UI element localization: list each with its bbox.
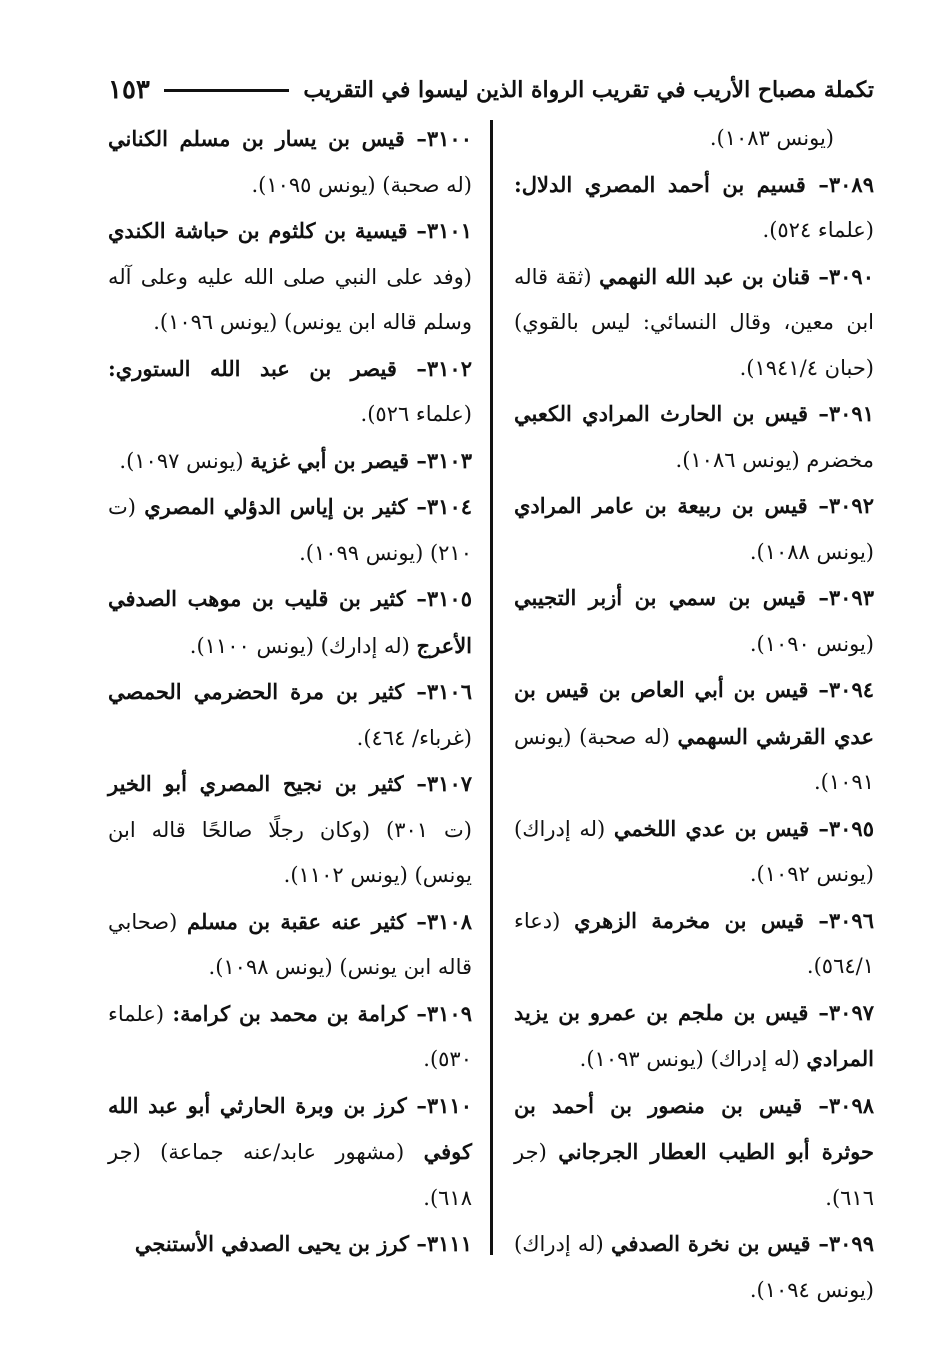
narrator-name: كثير بن إياس الدؤلي المصري (144, 494, 408, 519)
entry-details: (يونس ١٠٩٠). (749, 631, 874, 656)
entry-details: (له إدراك) (يونس ١٠٩٢). (514, 816, 874, 886)
entry-number: ٣١٠٢ – (397, 356, 472, 381)
entry-details: (يونس ١٠٨٨). (749, 539, 874, 564)
narrator-name: قيس بن مخرمة الزهري (574, 907, 804, 933)
entry (514, 162, 874, 254)
entry (108, 761, 472, 899)
entry (514, 254, 874, 392)
narrator-name: كثير بن مرة الحضرمي الحمصي (108, 679, 405, 704)
entry (108, 346, 472, 438)
narrator-name: كرامة بن محمد بن كرامة: (172, 1000, 408, 1026)
narrator-name: قيصر بن أبي غزية (250, 447, 410, 473)
narrator-name: قيس بن عدي اللخمي (613, 815, 810, 841)
narrator-name: قسيم بن أحمد المصري الدلال: (514, 171, 806, 197)
right-column (514, 116, 874, 1313)
entry-details: مخضرم (يونس ١٠٨٦). (675, 447, 874, 472)
narrator-name: قنان بن عبد الله النهمي (599, 263, 811, 289)
entry (108, 484, 472, 576)
entry (514, 806, 874, 898)
narrator-name: قيس بن منصور بن أحمد بن حوثرة أبو الطيب العطار الجرجاني (514, 1092, 874, 1164)
entry-details: (له إدراك) (يونس ١٠٩٤). (514, 1232, 874, 1302)
narrator-name: قيسية بن كلثوم بن حباشة الكندي (108, 218, 408, 243)
entry-details: (له إدراك) (يونس ١٠٩٣). (579, 1047, 800, 1071)
entry (108, 669, 472, 761)
entry (514, 483, 874, 575)
page-header (108, 72, 874, 108)
narrator-name: كرز بن يحيى الصدفي الأستنجي (134, 1231, 410, 1256)
entry (108, 208, 472, 346)
entry (514, 1083, 874, 1222)
entry (514, 667, 874, 806)
entry (108, 576, 472, 669)
entry-number: ٣١٠٠ – (405, 126, 472, 151)
entry-details: (صحابي قاله ابن يونس) (يونس ١٠٩٨). (108, 909, 472, 979)
narrator-name: كثير عنه عقبة بن مسلم (187, 908, 407, 934)
page-number: ١٥٣ (108, 75, 150, 105)
entry-details: (يونس ١٠٩٧). (119, 448, 244, 473)
entry-details: (له إدارك) (يونس ١١٠٠). (189, 633, 410, 658)
entry-number: ٣١٠٧ – (404, 771, 472, 796)
entry-details: (دعاء ٥٦٤/١). (514, 908, 874, 978)
narrator-name: قيس بن يسار بن مسلم الكناني (108, 126, 405, 151)
entry (108, 991, 472, 1083)
narrator-name: قيس بن سمي بن أزبر التجيبي (514, 585, 806, 610)
entry-details: (له صحبة) (يونس ١٠٩٥). (251, 172, 472, 197)
header-rule (164, 89, 290, 92)
narrator-name: كثير بن قليب بن موهب الصدفي الأعرج (108, 586, 472, 658)
entry-details: (علماء ٥٢٦). (360, 402, 472, 426)
left-column (108, 116, 472, 1268)
narrator-name: قيس بن ملجم بن عمرو بن يزيد المرادي (514, 999, 874, 1071)
entry (108, 899, 472, 991)
entry-number: ٣٠٩٧ – (808, 1000, 874, 1025)
entry-number: ٣٠٩٢ – (808, 493, 874, 518)
entry-number: ٣١٠٦ – (404, 679, 472, 704)
entry-number: ٣١٠٥ – (406, 586, 472, 611)
right-entries (514, 162, 874, 1314)
left-entries (108, 116, 472, 1268)
entry (514, 990, 874, 1083)
entry-number: ٣٠٩٣ – (806, 585, 874, 610)
entry (108, 1221, 472, 1268)
entry (108, 116, 472, 208)
entry-number: ٣٠٩٥ – (809, 816, 874, 841)
narrator-name: كرز بن وبرة الحارثي أبو عبد الله كوفي (108, 1092, 472, 1164)
narrator-name: قيصر بن عبد الله الستوري: (108, 355, 397, 381)
entry-number: ٣٠٩٤ – (808, 677, 874, 702)
continuation-text: (يونس ١٠٨٣). (709, 126, 834, 150)
narrator-name: قيس بن نخرة الصدفي (610, 1231, 811, 1256)
entry-number: ٣٠٩١ – (808, 401, 874, 426)
narrator-name: قيس بن ربيعة بن عامر المرادي (514, 493, 808, 518)
narrator-name: كثير بن نجيح المصري أبو الخير (108, 771, 404, 796)
entry-number: ٣١٠٨ – (406, 909, 472, 934)
entry-number: ٣١٠١ – (408, 218, 472, 243)
entry-number: ٣٠٩٦ – (804, 908, 874, 933)
entry-details: (جر ٦١٦). (514, 1140, 874, 1210)
entry-number: ٣٠٩٩ – (811, 1231, 874, 1256)
entry-details: (مشهور عابد/عنه جماعة) (جر ٦١٨). (108, 1140, 472, 1210)
running-title: تكملة مصباح الأريب في تقريب الرواة الذين ليسوا في التقريب (303, 77, 874, 103)
entry (514, 391, 874, 483)
entry-details: (له صحبة) (يونس ١٠٩١). (514, 724, 874, 794)
entry-details: (ت ٢١٠) (يونس ١٠٩٩). (108, 495, 472, 565)
entry-details: (غرباء/ ٤٦٤). (356, 725, 472, 750)
entry-number: ٣١٠٩ – (407, 1001, 472, 1026)
entry-details: (علماء ٥٣٠). (108, 1001, 472, 1071)
entry-details: (ت ٣٠١) (وكان رجلًا صالحًا قاله ابن يونس) (يونس ١١٠٢). (108, 817, 472, 887)
entry-details: (ثقة قاله ابن معين، وقال النسائي: ليس بالقوي) (حبان ١٩٤١/٤). (514, 264, 874, 380)
entry (514, 898, 874, 990)
entry-number: ٣١١١ – (409, 1231, 472, 1256)
entry (514, 1221, 874, 1313)
entry-details: (وفد على النبي صلى الله عليه وعلى آله وسلم قاله ابن يونس) (يونس ١٠٩٦). (108, 264, 472, 334)
entry-number: ٣١١٠ – (407, 1093, 472, 1118)
column-divider (490, 120, 493, 1255)
narrator-name: قيس بن أبي العاص بن قيس بن عدي القرشي السهمي (514, 677, 874, 749)
entry (108, 438, 472, 485)
entry-number: ٣٠٩٠ – (810, 264, 874, 289)
entry-number: ٣٠٨٩ – (806, 172, 874, 197)
entry (514, 575, 874, 667)
entry-number: ٣٠٩٨ – (802, 1093, 874, 1118)
entry-number: ٣١٠٤ – (408, 494, 473, 519)
entry-details: (علماء ٥٢٤). (762, 218, 874, 242)
entry-number: ٣١٠٣ – (409, 448, 472, 473)
entry (108, 1083, 472, 1222)
narrator-name: قيس بن الحارث المرادي الكعبي (514, 401, 808, 426)
